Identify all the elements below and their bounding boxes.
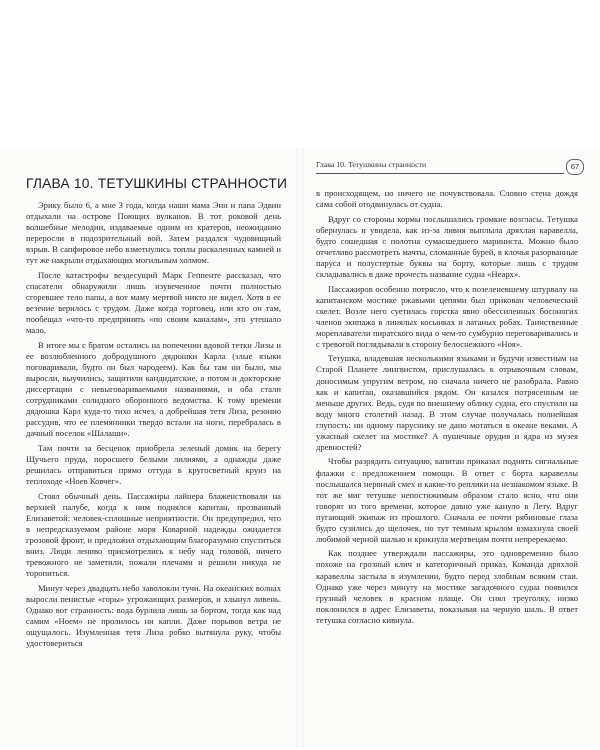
right-paragraph: Вдруг со стороны кормы послышались громкие возгласы. Тетушка обернулась и увидела, как из-за ливня выплыла дряхлая каравелла, будто сошедшая с полотна сумасшедшего мариниста. Можно было отчетливо рассмотреть мачты, сломанные бурей, в клочья разорванные паруса и полустертые буквы на борту, которые лишь с трудом складывались в даже прочесть название судна «Неарх». (316, 213, 578, 279)
chapter-title: ГЛАВА 10. ТЕТУШКИНЫ СТРАННОСТИ (26, 176, 288, 191)
page-number: 67 (566, 159, 584, 175)
right-page-text (316, 188, 578, 629)
book-gutter (296, 148, 304, 748)
left-paragraph: Эрику было 6, а мне 3 года, когда наши мама Энн и папа Эдвин отдыхали на острове Поющих вулканов. В тот роковой день волшебные мелодии, издаваемые одним из кратеров, неожиданно переросли в подозрительный вой. Затем раздался чудовищный взрыв. В сапфировое небо взметнулись топлы раскаленных камней и тут же накрыли отдыхающих могильным холмом. (26, 200, 281, 266)
right-paragraph: Чтобы разрядить ситуацию, капитан приказал поднять сигнальные флажки с предложением помощи. В ответ с борта каравеллы послышался нервный смех и какие-то реплики на незнакомом языке. В тот же миг тетушке непостижимым образом стало ясно, что они говорят из того времени, которое давно уже кануло в Лету. Вдруг пугающий экипаж из прошлого. Сначала ее почти рябиновые глаза будто сузились до щелочек, но тут темным крылом взмахнула своей любимой черной шалью и крикнула мертвецам почти непререкаемо. (316, 456, 578, 544)
right-paragraph: Пассажиров особенно потрясло, что к позеленевшему штурвалу на капитанском мостике ржавыми цепями был прикован человеческий скелет. Возле него суетилась горстка явно обессиленных босоногих членов экипажа в линялых косынках и латаных робах. Таинственные мореплаватели пиратского вида о чем-то сумбурно переговаривались и с тревогой поглядывали в сторону белоснежного «Ноя». (316, 283, 578, 349)
left-paragraph: Стоял обычный день. Пассажиры лайнера блаженствовали на верхней палубе, когда к ним поднялся капитан, прозванный Елизаветой: человек-сплошные неприятности. Он предупредил, что в непредсказуемом районе моря Коварной надежды ожидается грозовой фронт, и предложил отдыхающим благоразумно спуститься вниз. Люди лениво присмотрелись к небу над головой, ничего тревожного не заметили, пожали плечами и решили никуда не торопиться. (26, 490, 281, 578)
left-page-text (26, 200, 281, 652)
left-paragraph: После катастрофы вездесущий Марк Геппенте рассказал, что спасатели обнаружили лишь изувеченное почти полностью сгоревшее тело папы, а вот маму мертвой никто не видел. Хотя в ее везение верилось с трудом. Даже когда торговец, или кто он там, пообещал «что-то предпринять «по своим каналам», это утешало мало. (26, 269, 281, 336)
left-paragraph: В итоге мы с братом остались на попечении вдовой тетки Лизы и ее возлюбленного добродушного дядюшки Карла (злые языки поговаривали, будто он был чародеем). Как бы там ни было, мы выросли, выучились, защитили кандидатские, а потом и докторские диссертации с невыговариваемыми названиями, и оба стали сотрудниками солидного оборонного ведомства. К тому времени дядюшка Карл куда-то тихо исчез, а добрейшая тетя Лиза, резонно рассудив, что ее племянники твердо встали на ноги, перебралась в дачный поселок «Шалаши». (26, 339, 281, 439)
right-paragraph: в происходящем, но ничего не почувствовала. Словно стена дождя сама собой отодвинулась от судна. (316, 188, 578, 210)
right-paragraph: Тетушка, владевшая несколькими языками и будучи известным на Старой Планете лингвистом, прислушалась к отрывочным словам, доносимым упругим ветром, но сначала ничего не разобрала. Равно как и капитан, оказавшийся рядом. Он казался потрясенным не меньше других. Ведь, судя по внешнему облику судна, его спустили на воду много столетий назад. В этом случае получалась полнейшая глупость: ни одному паруснику не дано мотаться в океане веками. А ужасный скелет на мостике? А пушечные орудия и ядра из музея древностей? (316, 353, 578, 452)
left-paragraph: Минут через двадцать небо заволокли тучи. На океанских волнах выросли пенистые «горы» угрожающих размеров, и хлынул ливень. Однако вот странность: вода бурлила лишь за бортом, тогда как над самим «Ноем» не пролилось ни капли. Даже порывов ветра не ощущалось. Изумленная тетя Лиза робко вытянула руку, чтобы удостовериться (26, 582, 281, 648)
right-paragraph: Как позднее утверждали пассажиры, это одновременно было похоже на грозный клич и категоричный приказ. Команда дряхлой каравеллы застыла в изумлении, будто перед злобным всяким стаи. Однако уже через минуту на мостике загадочного судна появился грузный человек в красном плаще. Он снял треуголку, низко поклонился в адрес Елизаветы, показывая на черную шаль. В ответ тетушка согласно кивнула. (316, 548, 578, 625)
running-header: Глава 10. Тетушкины странности (316, 160, 564, 174)
left-paragraph: Там почти за бесценок приобрела зеленый домик на берегу Щучьего пруда, поросшего белыми лилиями, а однажды даже решилась отправиться прямо оттуда в кругосветный круиз на теплоходе «Ноев Ковчег». (26, 442, 281, 486)
